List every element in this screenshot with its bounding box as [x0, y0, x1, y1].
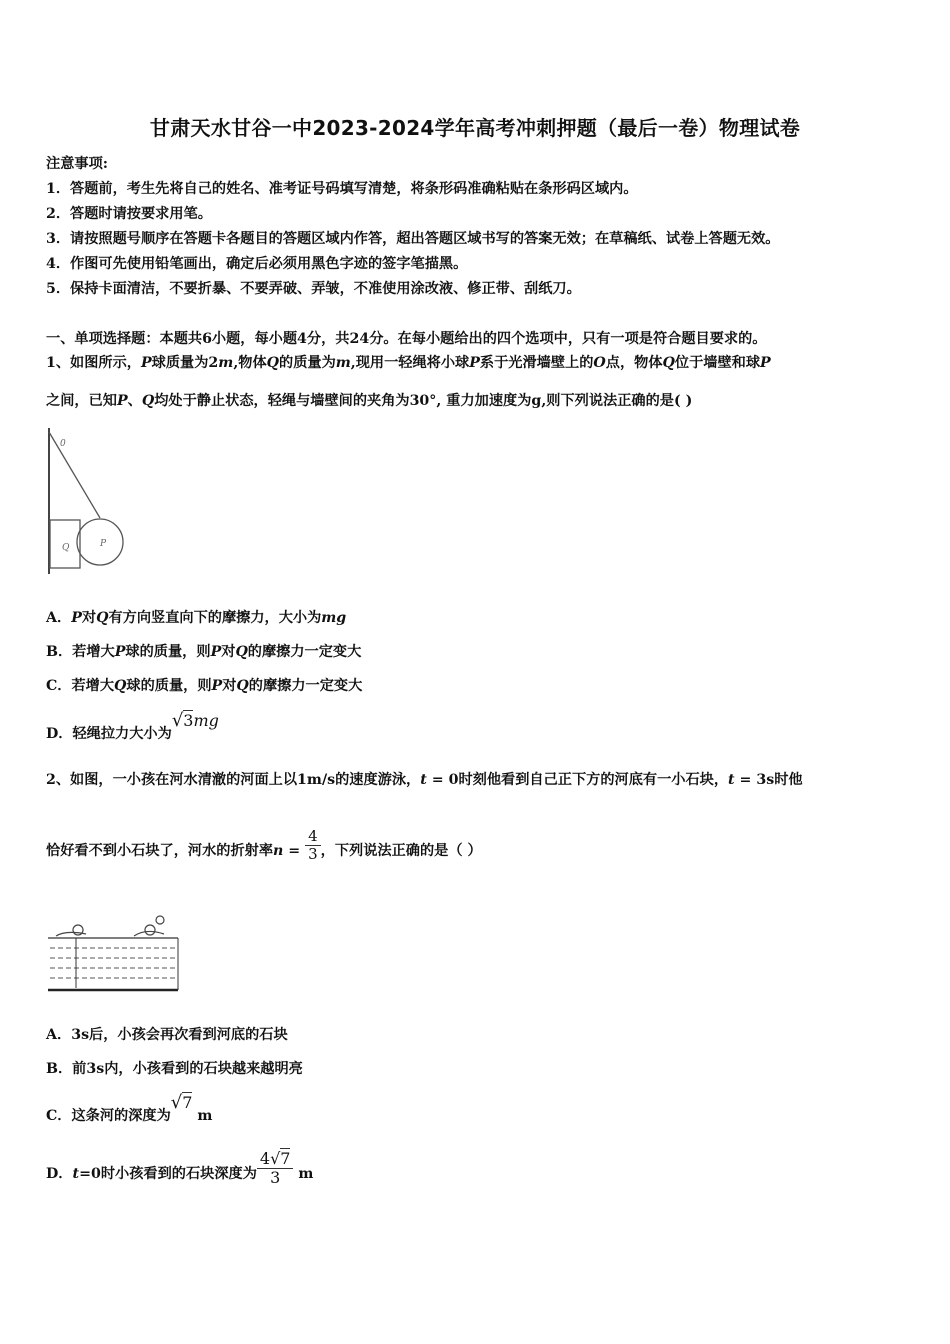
q1-option-c: C．若增大Q球的质量，则P对Q的摩擦力一定变大 — [46, 678, 363, 694]
q1-option-b: B．若增大P球的质量，则P对Q的摩擦力一定变大 — [46, 644, 362, 660]
swimmer-right-icon — [134, 916, 164, 936]
swimmer-left-icon — [56, 925, 86, 936]
section-heading: 一、单项选择题：本题共6小题，每小题4分，共24分。在每小题给出的四个选项中，只有一项是符合题目要求的。 — [46, 331, 767, 347]
q1-figure — [40, 426, 130, 578]
q2-option-a: A．3s后，小孩会再次看到河底的石块 — [46, 1027, 288, 1043]
q2-option-d: D．t=0时小孩看到的石块深度为 $\frac{4√7}{3}$ m — [46, 1149, 314, 1187]
q2-stem-line1: 2、如图，一小孩在河水清澈的河面上以1m/s的速度游泳，t = 0时刻他看到自己正下方的河底有一小石块，t = 3s时他 — [46, 772, 803, 788]
q2-figure — [46, 912, 182, 996]
page-title: 甘肃天水甘谷一中2023-2024学年高考冲刺押题（最后一卷）物理试卷 — [149, 116, 801, 140]
label-p: P — [100, 539, 107, 549]
notice-item: 5．保持卡面清洁，不要折暴、不要弄破、弄皱，不准使用涂改液、修正带、刮纸刀。 — [46, 281, 581, 297]
q1-option-a: A．P对Q有方向竖直向下的摩擦力，大小为mg — [46, 610, 347, 626]
water-body — [50, 948, 176, 978]
q1-stem-line1: 1、如图所示，P球质量为2m,物体Q的质量为m,现用一轻绳将小球P系于光滑墙壁上的O点，物体Q位于墙壁和球P — [46, 355, 771, 371]
label-o: 0 — [60, 439, 66, 449]
q2-option-c: C．这条河的深度为√7 m — [46, 1092, 213, 1124]
notice-item: 2．答题时请按要求用笔。 — [46, 206, 212, 222]
notice-item: 3．请按照题号顺序在答题卡各题目的答题区域内作答，超出答题区域书写的答案无效；在草稿纸、试卷上答题无效。 — [46, 231, 780, 247]
notice-item: 4．作图可先使用铅笔画出，确定后必须用黑色字迹的签字笔描黑。 — [46, 256, 468, 272]
q2-option-b: B．前3s内，小孩看到的石块越来越明亮 — [46, 1061, 303, 1077]
rope-line — [49, 432, 100, 518]
q1-stem-line2: 之间，已知P、Q均处于静止状态，轻绳与墙壁间的夹角为30°, 重力加速度为g,则下列说法正确的是( ) — [46, 393, 693, 409]
notice-heading: 注意事项: — [46, 156, 108, 172]
q1-option-d: D．轻绳拉力大小为√3mg — [46, 710, 219, 742]
label-q: Q — [62, 543, 70, 553]
notice-item: 1．答题前，考生先将自己的姓名、准考证号码填写清楚，将条形码准确粘贴在条形码区域内。 — [46, 181, 638, 197]
q2-stem-line2: 恰好看不到小石块了，河水的折射率n = $\frac{4}{3}$ ，下列说法正确的是（ ） — [46, 827, 482, 863]
